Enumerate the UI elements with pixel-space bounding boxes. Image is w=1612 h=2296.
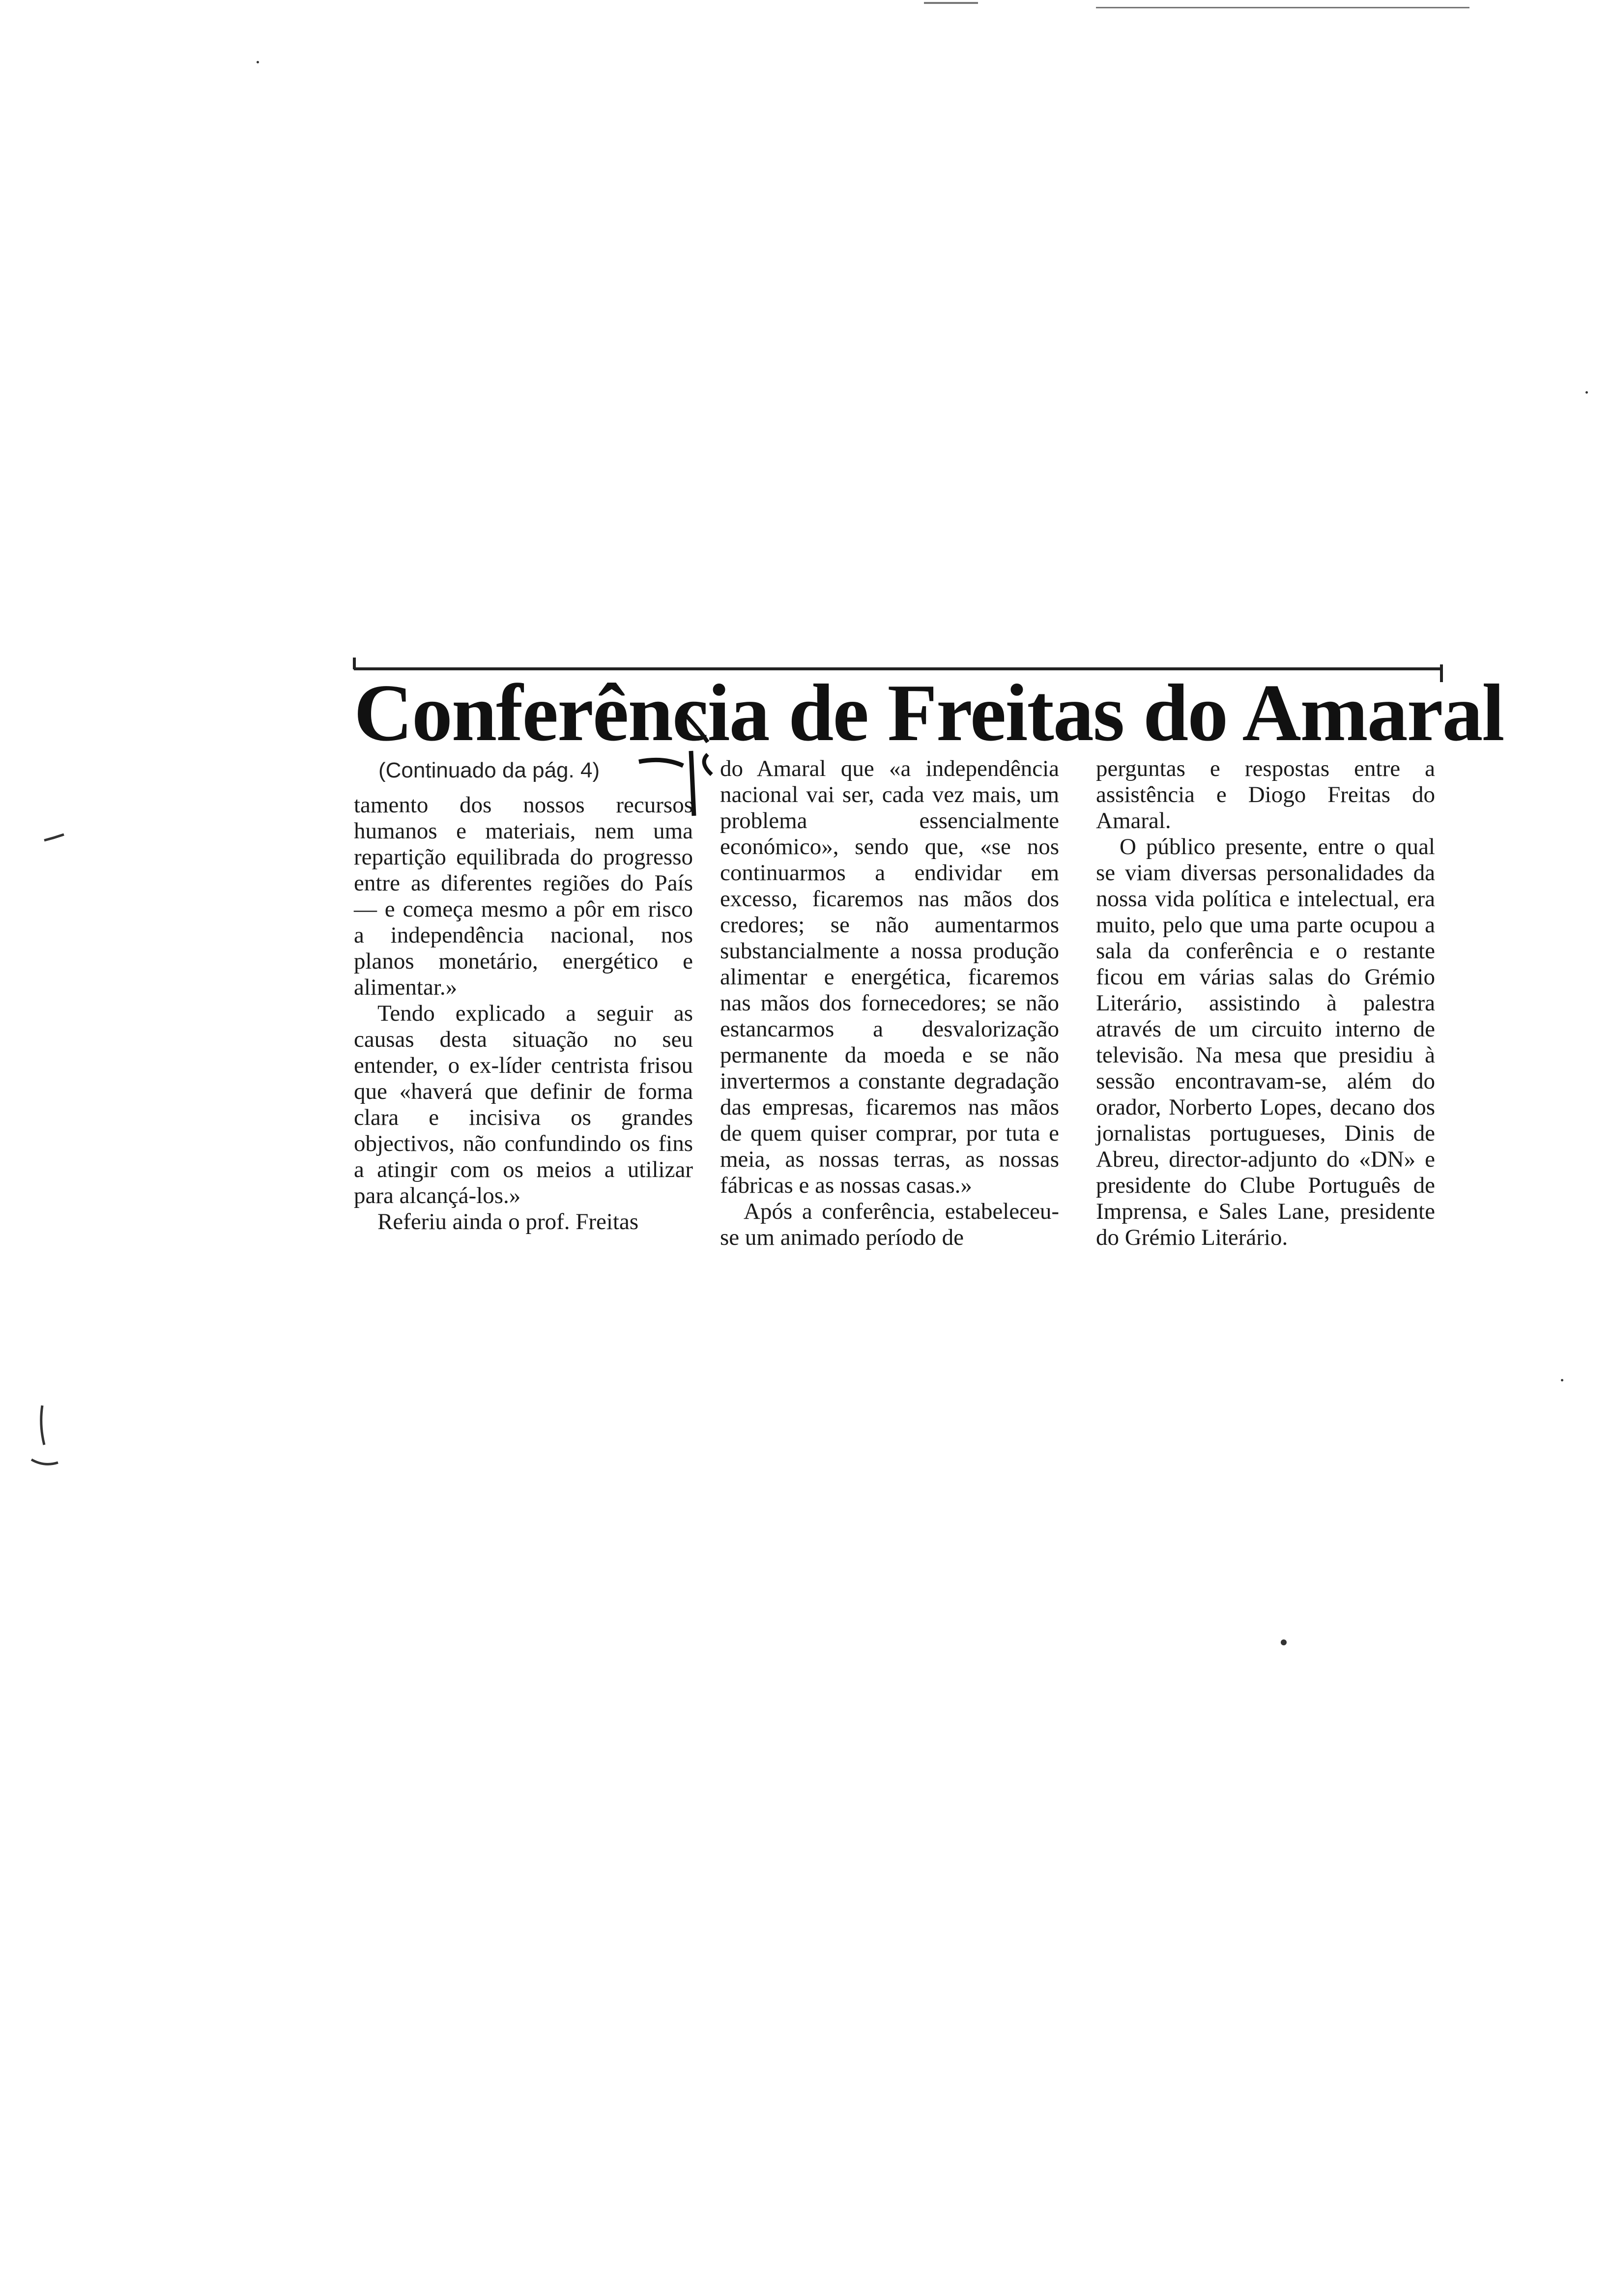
headline: Conferência de Freitas do Amaral: [354, 667, 1504, 758]
scan-speck: [1281, 1639, 1287, 1645]
paragraph: Após a conferência, estabeleceu-se um animado período de: [720, 1199, 1059, 1250]
paragraph: Tendo explicado a seguir as causas desta situação no seu entender, o ex-líder centrista frisou que «haverá que definir de forma clara e incisiva os grandes objectivos, não confundindo os fins a atingir com os meios a utilizar para alcançá-los.»: [354, 1001, 693, 1208]
handwritten-annotation: [344, 654, 1504, 1342]
paragraph: tamento dos nossos recursos humanos e materiais, nem uma repartição equilibrada do progresso entre as diferentes regiões do País — e começa mesmo a pôr em risco a independência nacional, nos planos monetário, energético e alimentar.»: [354, 792, 693, 1000]
scan-artifact-line: [1096, 7, 1469, 8]
paragraph: O público presente, entre o qual se viam diversas personalidades da nossa vida política e intelectual, era muito, pelo que uma parte ocupou a sala da conferência e o restante ficou em várias salas do Grémio Literário, assistindo à palestra através de um circuito interno de televisão. Na mesa que presidiu à sessão encontravam-se, além do orador, Norberto Lopes, decano dos jornalistas portugueses, Dinis de Abreu, director-adjunto do «DN» e presidente do Clube Português de Imprensa, e Sales Lane, presidente do Grémio Literário.: [1096, 834, 1435, 1250]
paragraph: do Amaral que «a independência nacional vai ser, cada vez mais, um problema essencialmente económico», sendo que, «se nos continuarmos a endividar em excesso, ficaremos nas mãos dos credores; se não aumentarmos substancialmente a nossa produção alimentar e energética, ficaremos nas mãos dos fornecedores; se não estancarmos a desvalorização permanente da moeda e se não invertermos a constante degradação das empresas, ficaremos nas mãos de quem quiser comprar, por tuta e meia, as nossas terras, as nossas fábricas e as nossas casas.»: [720, 756, 1059, 1198]
scan-speck: [1561, 1379, 1563, 1381]
paragraph: perguntas e respostas entre a assistência e Diogo Freitas do Amaral.: [1096, 756, 1435, 833]
continued-note: (Continuado da pág. 4): [378, 758, 600, 782]
scan-speck: [1585, 391, 1588, 394]
scan-artifact-line: [924, 2, 978, 4]
scan-speck: [257, 61, 259, 63]
newspaper-article: [344, 654, 1504, 1342]
paragraph: Referiu ainda o prof. Freitas: [377, 1209, 639, 1234]
